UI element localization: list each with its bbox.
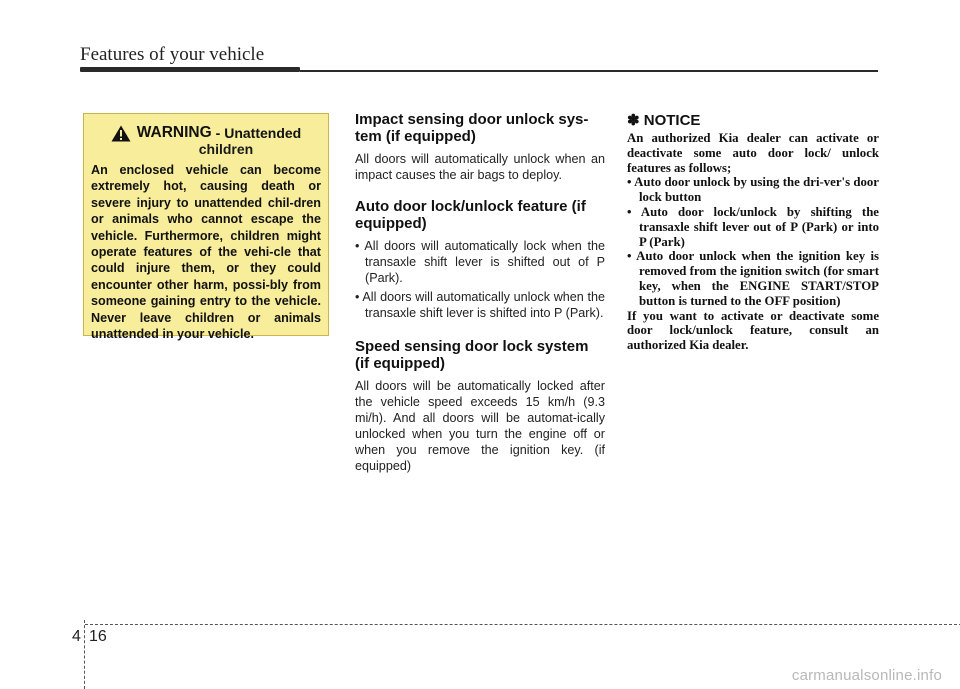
warning-title: WARNING [136,124,212,141]
watermark: carmanualsonline.info [791,667,942,684]
impact-body: All doors will automatically unlock when an impact causes the air bags to deploy. [355,152,605,182]
list-item: • All doors will automatically lock when the transaxle shift lever is shifted out of P (Park). [355,239,605,285]
list-item: • Auto door unlock by using the dri-ver's door lock button [627,175,879,205]
warning-subtitle: - Unattended [215,125,302,141]
speed-heading: Speed sensing door lock system (if equipped) [355,338,589,372]
notice-outro: If you want to activate or deactivate some door lock/unlock feature, consult an authorized Kia dealer. [627,308,879,353]
impact-heading: Impact sensing door unlock sys-tem (if equipped) [355,111,589,145]
warning-box [83,113,329,342]
footer-divider-vertical [84,620,85,689]
auto-lock-heading: Auto door lock/unlock feature (if equipped) [355,198,586,232]
section-title: Features of your vehicle [80,44,265,65]
auto-lock-list [355,238,605,321]
footer-divider [85,624,960,625]
list-item: • Auto door lock/unlock by shifting the transaxle shift lever out of P (Park) or into P (Park) [627,204,879,249]
speed-body: All doors will be automatically locked after the vehicle speed exceeds 15 km/h (9.3 mi/h). And all doors will be automat-ically unlocked when you turn the engine off or when you remove the ignition key. (if equipped) [355,379,605,473]
notice-intro: An authorized Kia dealer can activate or deactivate some auto door lock/ unlock features as follows; [627,131,879,175]
page-number: 16 [89,628,107,645]
list-item: • Auto door unlock when the ignition key is removed from the ignition switch (for smart key, when the ENGINE START/STOP button is turned to the OFF position) [627,249,879,308]
list-item: • All doors will automatically unlock when the transaxle shift lever is shifted into P (Park). [355,290,605,320]
notice-column [627,112,879,353]
warning-heading [91,124,321,142]
warning-subtitle-cont: children [198,141,254,157]
header-accent-bar [80,67,300,72]
header-rule [300,70,878,72]
notice-title: ✽ NOTICE [627,112,701,129]
chapter-number: 4 [72,628,81,645]
warning-body: An enclosed vehicle can become extremely hot, causing death or severe injury to unattended chil-dren or animals who cannot escape the vehicle. Furthermore, children might operate features of the vehi-cle that could injure them, or they could encounter other harm, possi-bly from someone gaining entry to the vehicle. Never leave children or animals unattended in your vehicle. [91,163,321,342]
warning-triangle-icon [111,125,131,142]
middle-column [355,112,605,474]
